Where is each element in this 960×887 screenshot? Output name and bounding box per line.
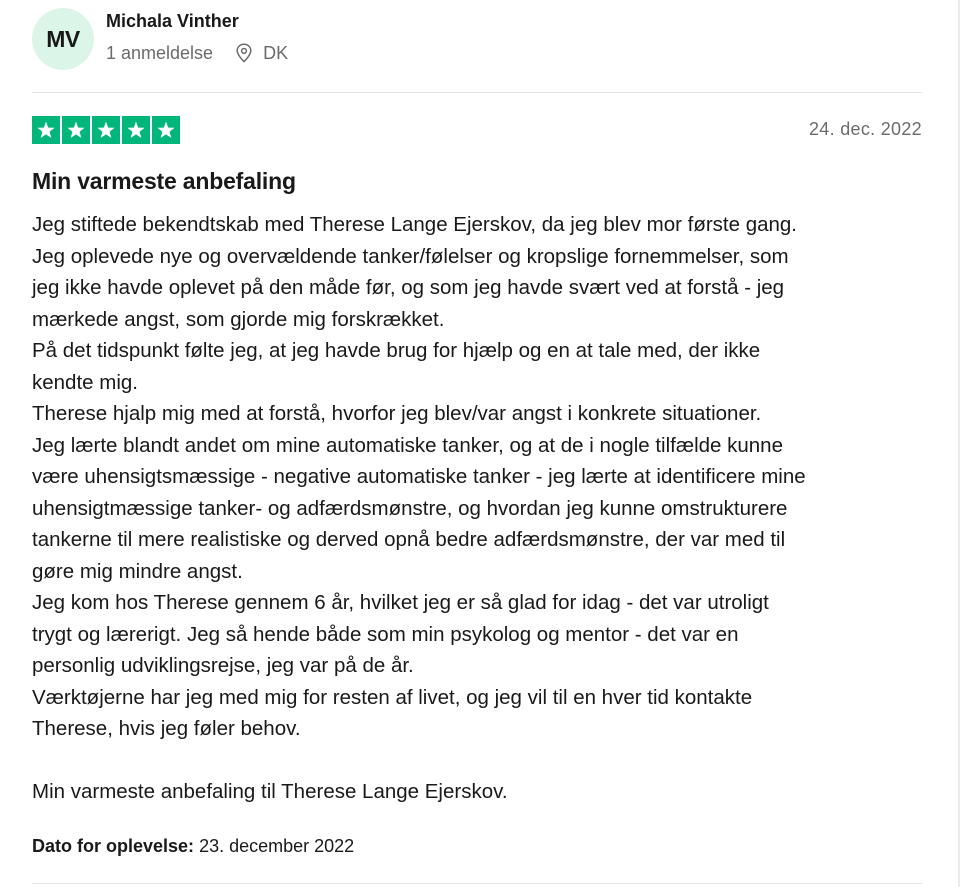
reviewer-info bbox=[106, 10, 288, 64]
review-text-line: På det tidspunkt følte jeg, at jeg havde brug for hjælp og en at tale med, der ikke bbox=[32, 339, 761, 362]
review-text-line: Værktøjerne har jeg med mig for resten af livet, og jeg vil til en hver tid kontakte bbox=[32, 685, 753, 709]
review-text-line: Jeg stiftede bekendtskab med Therese Lange Ejerskov, da jeg blev mor første gang. bbox=[32, 213, 798, 236]
review-text-line: Therese hjalp mig med at forstå, hvorfor jeg blev/var angst i konkrete situationer. bbox=[32, 402, 762, 425]
review-date: 24. dec. 2022 bbox=[809, 119, 922, 139]
location-pin-icon bbox=[235, 43, 253, 63]
review-text-line: tankerne til mere realistiske og derved opnå bedre adfærdsmønstre, der var med til bbox=[32, 528, 786, 551]
reviewer-meta bbox=[106, 42, 288, 64]
experience-date-value: 23. december 2022 bbox=[199, 836, 355, 856]
star-icon bbox=[92, 116, 120, 144]
country-code: DK bbox=[263, 43, 289, 63]
star-rating bbox=[32, 116, 180, 144]
divider bbox=[32, 92, 922, 93]
reviewer-location bbox=[235, 42, 288, 64]
review-count: 1 anmeldelse bbox=[106, 43, 214, 63]
review-text-line: personlig udviklingsrejse, jeg var på de år. bbox=[32, 654, 414, 677]
review-text-line: Therese, hvis jeg føler behov. bbox=[32, 717, 301, 740]
review-body bbox=[32, 209, 932, 808]
review-text-line: mærkede angst, som gjorde mig forskrækket. bbox=[32, 307, 445, 331]
review-title[interactable]: Min varmeste anbefaling bbox=[32, 168, 296, 194]
experience-date-label: Dato for oplevelse: bbox=[32, 836, 195, 856]
review-text-line: gøre mig mindre angst. bbox=[32, 559, 243, 583]
review-text-line: Min varmeste anbefaling til Therese Lange Ejerskov. bbox=[32, 780, 508, 803]
review-text-line: Jeg oplevede nye og overvældende tanker/følelser og kropslige fornemmelser, som bbox=[32, 244, 789, 268]
avatar[interactable]: MV bbox=[32, 8, 94, 70]
star-icon bbox=[62, 116, 90, 144]
review-text-line: Jeg kom hos Therese gennem 6 år, hvilket jeg er så glad for idag - det var utroligt bbox=[32, 591, 769, 614]
review-text-line: jeg ikke havde oplevet på den måde før, og som jeg havde svært ved at forstå - jeg bbox=[32, 276, 785, 299]
star-icon bbox=[122, 116, 150, 144]
review-text-line: være uhensigtsmæssige - negative automatiske tanker - jeg lærte at identificere mine bbox=[32, 465, 806, 488]
divider bbox=[32, 883, 922, 884]
review-text-line: Jeg lærte blandt andet om mine automatiske tanker, og at de i nogle tilfælde kunne bbox=[32, 433, 783, 457]
reviewer-name[interactable]: Michala Vinther bbox=[106, 11, 239, 31]
star-icon bbox=[32, 116, 60, 144]
review-text-line bbox=[32, 745, 932, 777]
reviewer-header bbox=[32, 8, 288, 70]
review-text-line: kendte mig. bbox=[32, 370, 138, 394]
review-text-line: trygt og lærerigt. Jeg så hende både som min psykolog og mentor - det var en bbox=[32, 622, 739, 646]
review-text-line: uhensigtmæssige tanker- og adfærdsmønstre, og hvordan jeg kunne omstrukturere bbox=[32, 496, 788, 520]
experience-date bbox=[32, 836, 354, 857]
star-icon bbox=[152, 116, 180, 144]
